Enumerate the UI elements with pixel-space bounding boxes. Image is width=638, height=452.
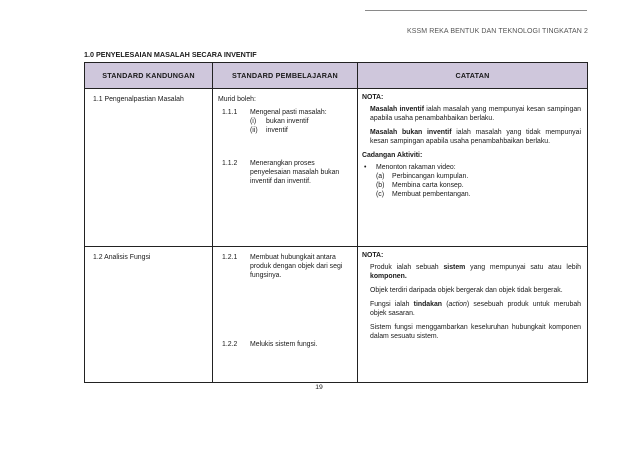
sub-item-text: bukan inventif [266,118,309,125]
learning-item-text: Membuat hubungkait antara produk dengan objek dari segi fungsinya. [250,254,343,279]
sub-item-key: (i) [250,118,257,125]
term-definition: ialah masalah yang tidak mempunyai kesan sampingan apabila usaha penambahbaikan berlaku. [370,129,581,145]
list-item [376,190,581,199]
note-paragraph [362,300,581,318]
activity-list [362,172,581,199]
page-number: 19 [315,384,323,391]
note-text: yang mempunyai satu atau lebih [465,264,581,271]
term-definition: ialah masalah yang mempunyai kesan sampingan apabila usaha penambahbaikan berlaku. [370,106,582,122]
nota-label: NOTA: [362,252,384,259]
learning-item [218,108,353,117]
standard-pembelajaran-cell [213,89,358,247]
sub-item [218,126,353,135]
learning-item-number: 1.1.1 [222,109,238,116]
section-title: 1.0 PENYELESAIAN MASALAH SECARA INVENTIF [84,50,257,59]
bullet-dot-icon: • [364,164,367,171]
learning-item-number: 1.2.2 [222,341,238,348]
list-item-key: (c) [376,191,385,198]
note-paragraph: Objek terdiri daripada objek bergerak dan objek tidak bergerak. [370,287,563,294]
list-item-text: Membina carta konsep. [392,182,464,189]
catatan-cell [358,247,588,383]
table-header-row [85,63,588,89]
learning-item-text: Melukis sistem fungsi. [250,341,318,348]
column-header: CATATAN [358,63,588,89]
learning-item-text: Mengenal pasti masalah: [250,109,327,116]
list-item [376,172,581,181]
list-item-text: Perbincangan kumpulan. [392,173,469,180]
sub-item-text: inventif [266,127,288,134]
table-row [85,89,588,247]
term-bold: sistem [443,264,466,271]
nota-label: NOTA: [362,94,384,101]
list-item-key: (a) [376,173,385,180]
note-text: ) sesebuah produk untuk merubah objek sasaran. [370,301,581,317]
column-header: STANDARD PEMBELAJARAN [213,63,358,89]
sub-item [218,117,353,126]
bullet-text: Menonton rakaman video: [376,164,456,171]
standard-kandungan-cell [85,89,213,247]
note-paragraph: Sistem fungsi menggambarkan keseluruhan hubungkait komponen dalam sesuatu sistem. [370,324,581,340]
standard-kandungan-cell [85,247,213,383]
list-item-key: (b) [376,182,385,189]
learning-item [218,159,353,186]
note-paragraph [362,128,581,146]
standard-kandungan-text: 1.1 Pengenalpastian Masalah [93,96,184,103]
standard-kandungan-text: 1.2 Analisis Fungsi [93,254,151,261]
curriculum-table [84,62,588,383]
term-bold: komponen. [370,273,407,280]
learning-item [218,340,353,349]
note-paragraph [362,105,581,123]
term-bold: Masalah bukan inventif [370,129,452,136]
catatan-cell [358,89,588,247]
note-text: ( [442,301,449,308]
note-text: Produk ialah sebuah [370,264,444,271]
table-row [85,247,588,383]
sub-item-key: (ii) [250,127,258,134]
column-header: STANDARD KANDUNGAN [85,63,213,89]
term-bold: tindakan [413,301,442,308]
list-item [376,181,581,190]
learning-item-number: 1.2.1 [222,254,238,261]
activity-bullet [362,163,581,172]
note-paragraph [362,263,581,281]
learning-item-number: 1.1.2 [222,160,238,167]
pembelajaran-intro: Murid boleh: [218,96,256,103]
aktiviti-label: Cadangan Aktiviti: [362,152,423,159]
header-rule [365,10,587,11]
learning-item [218,253,353,280]
term-italic: action [448,301,467,308]
list-item-text: Membuat pembentangan. [392,191,471,198]
learning-item-text: Menerangkan proses penyelesaian masalah bukan inventif dan inventif. [250,160,340,185]
standard-pembelajaran-cell [213,247,358,383]
running-header: KSSM REKA BENTUK DAN TEKNOLOGI TINGKATAN 2 [406,28,588,35]
note-text: Fungsi ialah [370,301,414,308]
term-bold: Masalah inventif [370,106,424,113]
